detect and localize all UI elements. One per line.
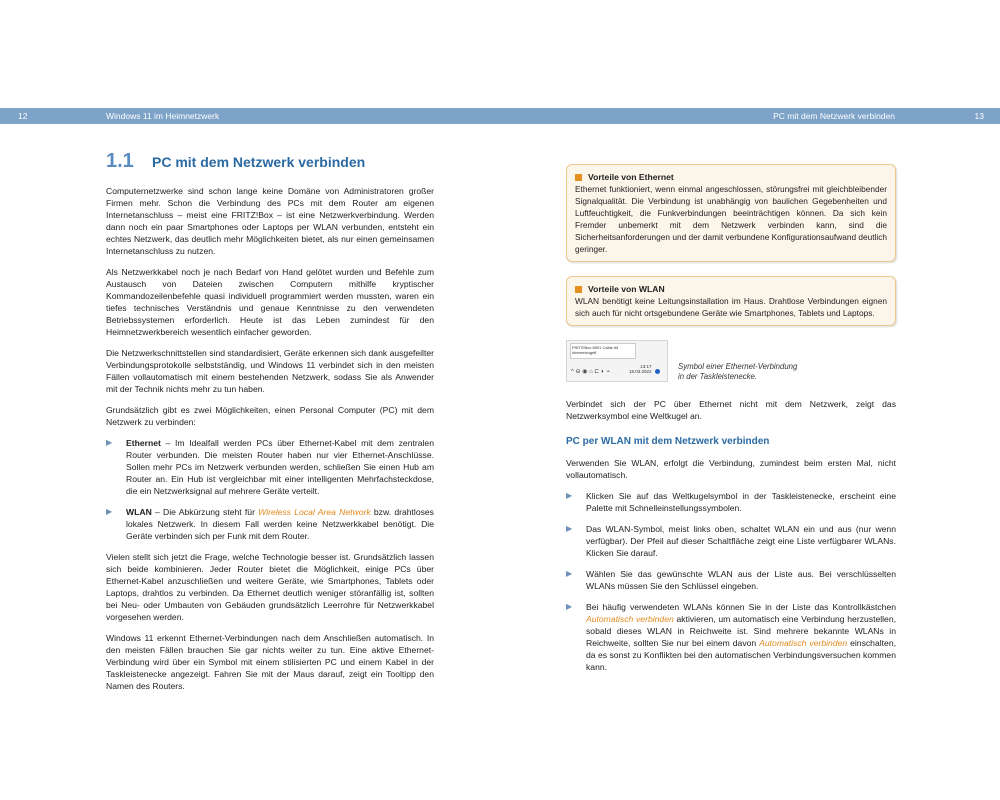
section-heading: [106, 150, 434, 173]
section-number: 1.1: [106, 150, 134, 172]
step-text: Klicken Sie auf das Weltkugelsymbol in der Taskleistenecke, erscheint eine Palette mit Schnelleinstellungssymbolen.: [586, 491, 896, 513]
bullet-arrow-icon: ▶: [106, 507, 113, 516]
paragraph: Die Netzwerkschnittstellen sind standardisiert, Geräte erkennen sich dank ausgefeilter Verbindungsprotokolle selbstständig, und Windows 11 verbindet sich in den meisten Fällen vollautomatisch mit einem bestehenden Netzwerk, sodass Sie als Anwender mit der Technik nichts mehr zu tun haben.: [106, 348, 434, 394]
step-item: [566, 568, 896, 592]
info-box-wlan: [566, 276, 896, 326]
running-header: [0, 108, 1000, 124]
left-page-number: 12: [18, 111, 28, 121]
info-box-ethernet: [566, 164, 896, 262]
box-text: Ethernet funktioniert, wenn einmal angeschlossen, störungsfrei mit gleichbleibender Signalqualität. Die Verbindung ist unabhängig von baulichen Gegebenheiten und Luftfeuchtigkeit, die Funkverbindungen beeinträchtigen können. Da sich kein Fremder unbemerkt mit dem Netzwerk verbinden kann, sind die Sicherheitsanforderungen und der damit verbundene Konfigurationsaufwand deutlich geringer.: [575, 184, 887, 254]
figure-caption: Symbol einer Ethernet-Verbindung in der Taskleistenecke.: [678, 362, 798, 381]
subheading: PC per WLAN mit dem Netzwerk verbinden: [566, 436, 770, 447]
right-page-number: 13: [974, 111, 984, 121]
list-item-text: Ethernet – Im Idealfall werden PCs über Ethernet-Kabel mit dem zentralen Router verbunden. Die meisten Router haben nur vier Ethernet-Anschlüsse. Sollen mehr PCs im Netzwerk verbunden werden, schließen Sie einen Hub am Router an. Ein Hub ist vergleichbar mit einer intelligenten Mehrfachsteckdose, die ein Netzwerksignal auf mehrere Geräte verteilt.: [126, 438, 434, 496]
bullet-arrow-icon: ▶: [566, 602, 573, 611]
emphasis: Automatisch verbinden: [759, 638, 848, 648]
notification-icon: [655, 369, 660, 374]
step-item: [566, 601, 896, 673]
step-item: [566, 490, 896, 514]
term: Ethernet: [126, 438, 161, 448]
paragraph: Verbindet sich der PC über Ethernet nicht mit dem Netzwerk, zeigt das Netzwerksymbol eine Weltkugel an.: [566, 399, 896, 421]
bullet-arrow-icon: ▶: [566, 524, 573, 533]
paragraph: Als Netzwerkkabel noch je nach Bedarf von Hand gelötet wurden und Befehle zum Austausch von Dateien zwischen Computern mithilfe kryptischer Kommandozeilenbefehle quasi individuell programmiert werden mussten, waren ein tiefes technisches Verständnis und genaue Kenntnisse zu den verwendeten Betriebssystemen erforderlich. Heute ist das Leben zumindest für den Heimnetzwerkbereich wesentlich einfacher geworden.: [106, 267, 434, 337]
list-item-ethernet: [106, 437, 434, 497]
paragraph: Grundsätzlich gibt es zwei Möglichkeiten, einen Personal Computer (PC) mit dem Netzwerk zu verbinden:: [106, 405, 434, 427]
step-text: Bei häufig verwendeten WLANs können Sie in der Liste das Kontrollkästchen Automatisch verbinden aktivieren, um automatisch eine Verbindung herzustellen, sobald dieses WLAN in Reichweite ist. Sind mehrere bekannte WLANs in Reichweite, sollten Sie nur bei einem davon Automatisch verbinden einschalten, da es sonst zu Konflikten bei den automatischen Verbindungsversuchen kommen kann.: [586, 602, 896, 672]
bullet-arrow-icon: ▶: [566, 491, 573, 500]
term: WLAN: [126, 507, 152, 517]
orange-square-icon: [575, 174, 582, 181]
taskbar-screenshot: [566, 340, 668, 382]
step-text: Das WLAN-Symbol, meist links oben, schaltet WLAN ein und aus (nur wenn verfügbar). Der Pfeil auf dieser Schaltfläche zeigt eine Liste verfügbarer WLANs. Klicken Sie darauf.: [586, 524, 896, 558]
step-text: Wählen Sie das gewünschte WLAN aus der Liste aus. Bei verschlüsselten WLANs müssen Sie den Schlüssel eingeben.: [586, 569, 896, 591]
bullet-arrow-icon: ▶: [106, 438, 113, 447]
figure-taskbar: [566, 340, 896, 382]
paragraph: Computernetzwerke sind schon lange keine Domäne von Administratoren großer Firmen mehr. Schon die Verbindung des PCs mit dem Router am eigenen Internetanschluss – meist eine FRITZ!Box – ist eine Netzwerkverbindung. Werden dann noch ein paar Smartphones oder Laptops per WLAN verbunden, entsteht ein echtes Netzwerk, das deutlich mehr Möglichkeiten bietet, als nur einen gemeinsamen Internetanschluss zu nutzen.: [106, 186, 434, 256]
list-item-wlan: [106, 506, 434, 542]
box-title: Vorteile von WLAN: [588, 284, 665, 294]
bullet-arrow-icon: ▶: [566, 569, 573, 578]
paragraph: Verwenden Sie WLAN, erfolgt die Verbindung, zumindest beim ersten Mal, nicht vollautomatisch.: [566, 458, 896, 480]
step-item: [566, 523, 896, 559]
left-running-title: Windows 11 im Heimnetzwerk: [106, 111, 220, 121]
emphasis: Automatisch verbinden: [586, 614, 674, 624]
left-page: [106, 150, 434, 701]
tray-clock: 13:17 18.03.2022: [629, 364, 652, 374]
orange-square-icon: [575, 286, 582, 293]
box-text: WLAN benötigt keine Leitungsinstallation im Haus. Drahtlose Verbindungen eignen sich auch für nicht ortsgebundene Geräte wie Smartphones, Tablets und Laptops.: [575, 296, 887, 318]
tray-icons: ^ ⊖ ◉ ⌂ ⊏ ◐ ⌁: [571, 369, 610, 375]
section-title: PC mit dem Netzwerk verbinden: [152, 154, 366, 170]
box-title: Vorteile von Ethernet: [588, 172, 674, 182]
right-page: [566, 164, 896, 682]
paragraph: Vielen stellt sich jetzt die Frage, welche Technologie besser ist. Grundsätzlich lassen sich beide kombinieren. Jeder Router bietet die Möglichkeit, einige PCs über Ethernet-Kabel anzuschließen und weitere Geräte, wie Smartphones, Tablets oder Laptops, drahtlos zu verbinden. Da Ethernet deutlich weniger störanfällig ist, sollten bei Neu- oder Umbauten von Gebäuden grundsätzlich Leerrohre für Netzwerkkabel vorgesehen werden.: [106, 552, 434, 622]
list-item-text: WLAN – Die Abkürzung steht für Wireless Local Area Network bzw. drahtloses lokales Netzwerk. In diesem Fall werden keine Netzwerkkabel benötigt. Die Geräte verbinden sich per Funk mit dem Router.: [126, 507, 434, 541]
paragraph: Windows 11 erkennt Ethernet-Verbindungen nach dem Anschließen automatisch. In den meisten Fällen brauchen Sie gar nichts weiter zu tun. Eine aktive Ethernet-Verbindung wird über ein Symbol mit einem stilisierten PC und einem Kabel in der Taskleistenecke angezeigt. Fahren Sie mit der Maus darauf, zeigt ein Tooltipp den Namen des Routers.: [106, 633, 434, 691]
router-tooltip: FRITZ!Box 6591 Cable All Internetzugriff: [570, 343, 636, 359]
emphasis: Wireless Local Area Network: [258, 507, 371, 517]
right-running-title: PC mit dem Netzwerk verbinden: [773, 111, 895, 121]
